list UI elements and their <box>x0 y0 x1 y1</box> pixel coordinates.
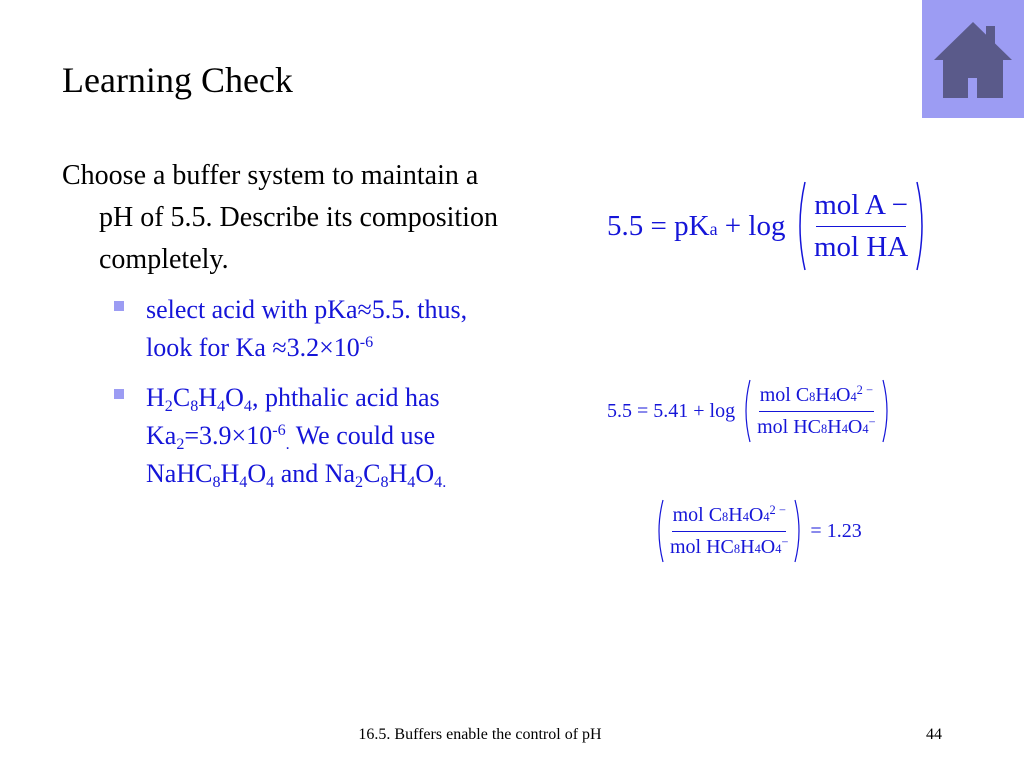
slide-body <box>62 155 502 505</box>
main-question <box>62 155 502 281</box>
right-paren <box>881 378 893 444</box>
home-button[interactable] <box>922 0 1024 118</box>
equation-henderson-general: 5.5 = pKa + log $\frac{\text{mol A −}}{\text{mol HA}}$ <box>607 180 929 272</box>
fraction: $\frac{\text{mol A −}}{\text{mol HA}}$ <box>813 188 909 263</box>
page-number: 44 <box>926 726 942 743</box>
bullet-item: select acid with pKa≈5.5. thus, look for $Ka \approx 3.2\times 10^{-6}$ <box>62 291 502 367</box>
footer-title: 16.5. Buffers enable the control of pH <box>358 726 602 743</box>
answer-bullets <box>62 291 502 493</box>
equation-phthalate-ratio: $\frac{mol C8H4O4^{2 -}}{mol HC8H4O4^-}$ = 1.23 <box>653 498 862 564</box>
slide-title: Learning Check <box>62 60 293 100</box>
left-paren <box>740 378 752 444</box>
main-question-text: Choose a buffer system to maintain a pH of 5.5. Describe its composition completely. <box>62 160 498 275</box>
bullet-square-icon <box>114 301 124 311</box>
equation-phthalate-log: 5.5 = 5.41 + log $\frac{mol C8H4O4^{2 -}}{mol HC8H4O4^-}$ <box>607 378 893 444</box>
right-paren <box>915 180 929 272</box>
fraction: $\frac{mol C8H4O4^{2 -}}{mol HC8H4O4^-}$ <box>757 382 876 438</box>
bullet-item: $H_2C_8H_4O_4$, phthalic acid has $Ka_2=3.9\times 10^{-6}_.$ We could use $NaHC_8H_4O_4$ and $Na_2C_8H_4O_{4.}$ <box>62 379 502 493</box>
home-icon <box>922 0 1024 118</box>
bullet-square-icon <box>114 389 124 399</box>
left-paren <box>653 498 665 564</box>
left-paren <box>793 180 807 272</box>
fraction: $\frac{mol C8H4O4^{2 -}}{mol HC8H4O4^-}$ <box>670 502 789 558</box>
right-paren <box>793 498 805 564</box>
